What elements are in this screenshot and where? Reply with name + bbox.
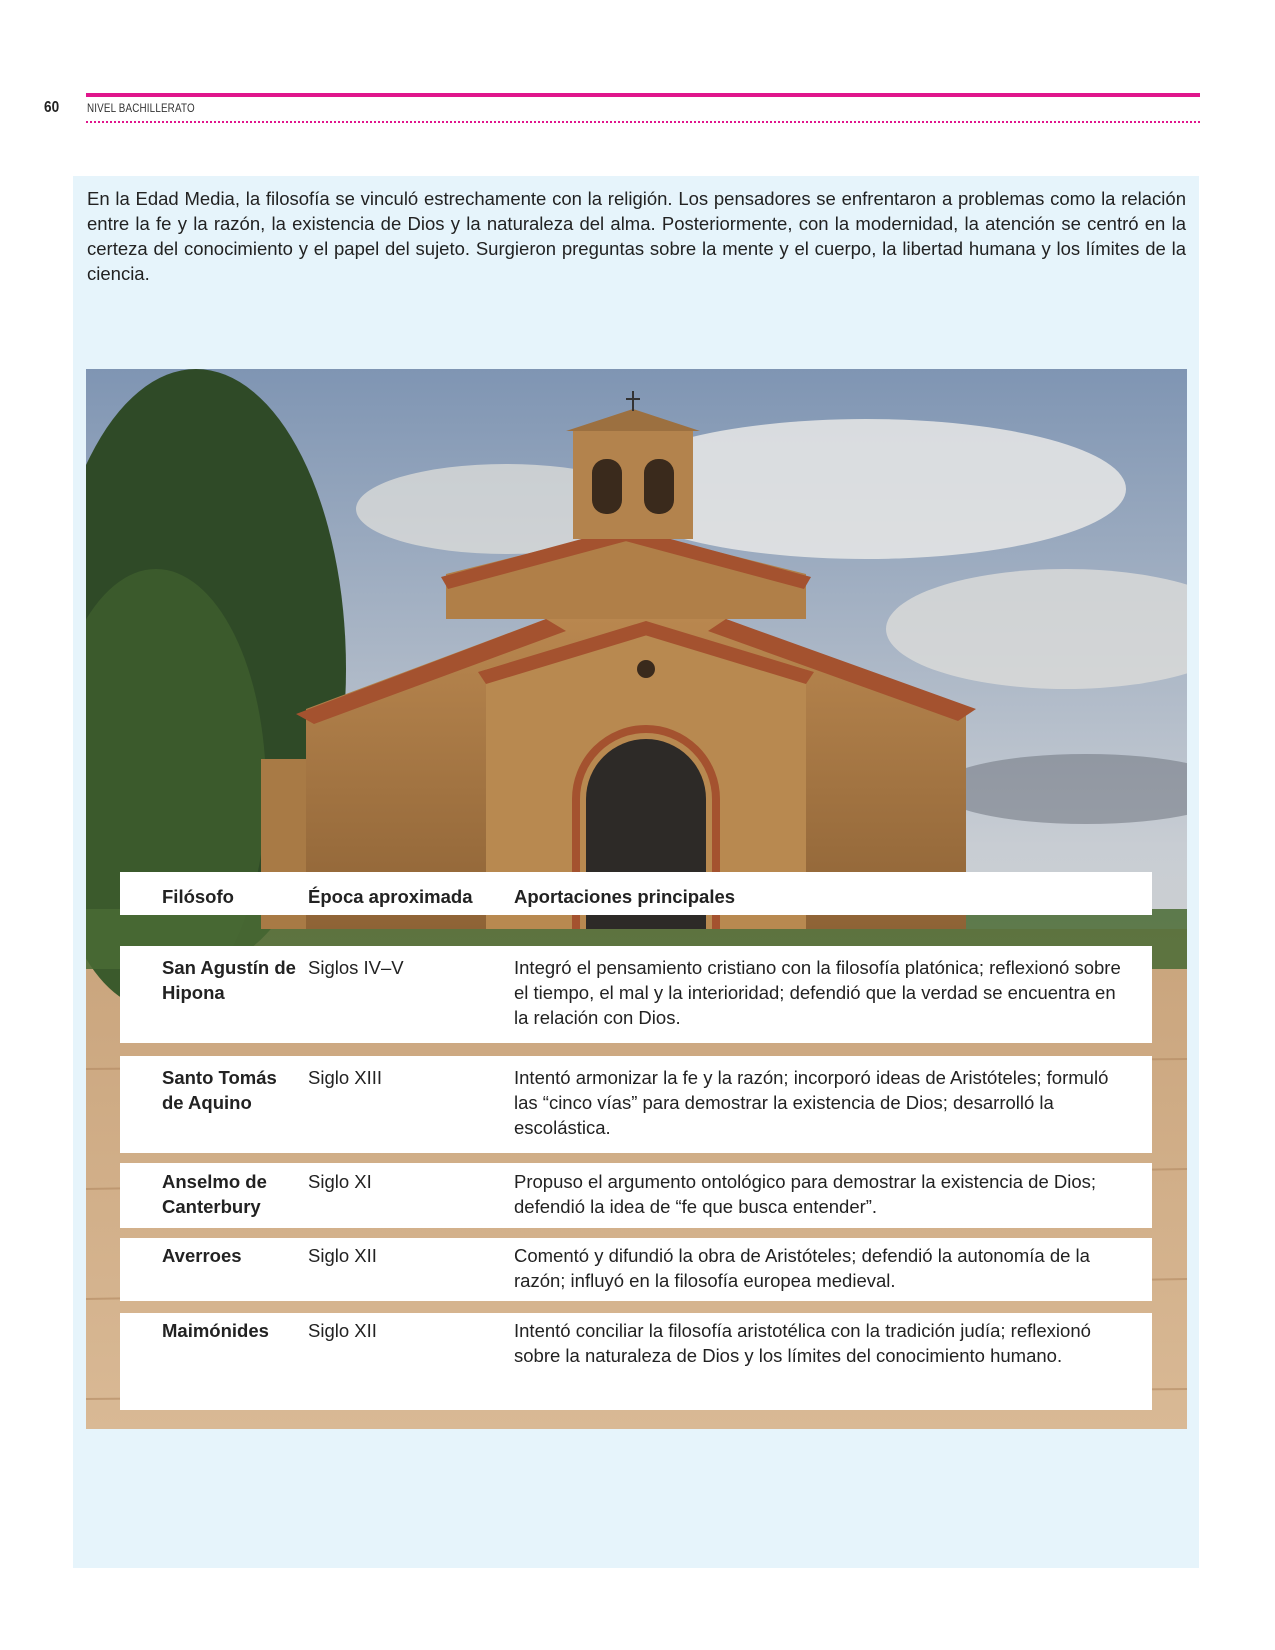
philosopher-contributions: Integró el pensamiento cristiano con la filosofía platónica; reflexionó sobre el tiempo, el mal y la interioridad; defendió que la verdad se encuentra en la relación con Dios. xyxy=(514,957,1121,1028)
page-number: 60 xyxy=(44,99,60,116)
philosopher-name: Santo Tomás de Aquino xyxy=(162,1067,277,1113)
philosopher-era: Siglo XIII xyxy=(308,1067,383,1088)
philosopher-name: Anselmo de Canterbury xyxy=(162,1171,267,1217)
philosopher-era: Siglos IV–V xyxy=(308,957,404,978)
philosopher-name: Averroes xyxy=(162,1245,242,1266)
philosopher-name: San Agustín de Hipona xyxy=(162,957,296,1003)
table-row xyxy=(120,946,1152,1043)
header-dotted-rule xyxy=(86,121,1200,123)
section-label: NIVEL BACHILLERATO xyxy=(87,101,195,115)
philosopher-contributions: Intentó conciliar la filosofía aristotélica con la tradición judía; reflexionó sobre la naturaleza de Dios y los límites del conocimiento humano. xyxy=(514,1320,1091,1366)
table-row xyxy=(120,1238,1152,1301)
philosopher-era: Siglo XI xyxy=(308,1171,372,1192)
philosopher-contributions: Comentó y difundió la obra de Aristóteles; defendió la autonomía de la razón; influyó en la filosofía europea medieval. xyxy=(514,1245,1090,1291)
philosopher-name: Maimónides xyxy=(162,1320,269,1341)
table-row xyxy=(120,1313,1152,1410)
table-row xyxy=(120,1056,1152,1153)
table-row xyxy=(120,1163,1152,1228)
header-philosopher: Filósofo xyxy=(162,886,234,907)
table-header-row xyxy=(120,872,1152,915)
header-accent-line xyxy=(86,93,1200,97)
intro-paragraph: En la Edad Media, la filosofía se vinculó estrechamente con la religión. Los pensadores se enfrentaron a problemas como la relación entre la fe y la razón, la existencia de Dios y la naturaleza del alma. Posteriormente, con la modernidad, la atención se centró en la certeza del conocimiento y el papel del sujeto. Surgieron preguntas sobre la mente y el cuerpo, la libertad humana y los límites de la ciencia. xyxy=(87,188,1186,284)
philosopher-contributions: Intentó armonizar la fe y la razón; incorporó ideas de Aristóteles; formuló las “cinco vías” para demostrar la existencia de Dios; desarrolló la escolástica. xyxy=(514,1067,1109,1138)
header-contributions: Aportaciones principales xyxy=(514,886,736,907)
philosopher-era: Siglo XII xyxy=(308,1245,377,1266)
philosopher-contributions: Propuso el argumento ontológico para demostrar la existencia de Dios; defendió la idea de “fe que busca entender”. xyxy=(514,1171,1097,1217)
header-era: Época aproximada xyxy=(308,886,473,907)
philosopher-era: Siglo XII xyxy=(308,1320,377,1341)
